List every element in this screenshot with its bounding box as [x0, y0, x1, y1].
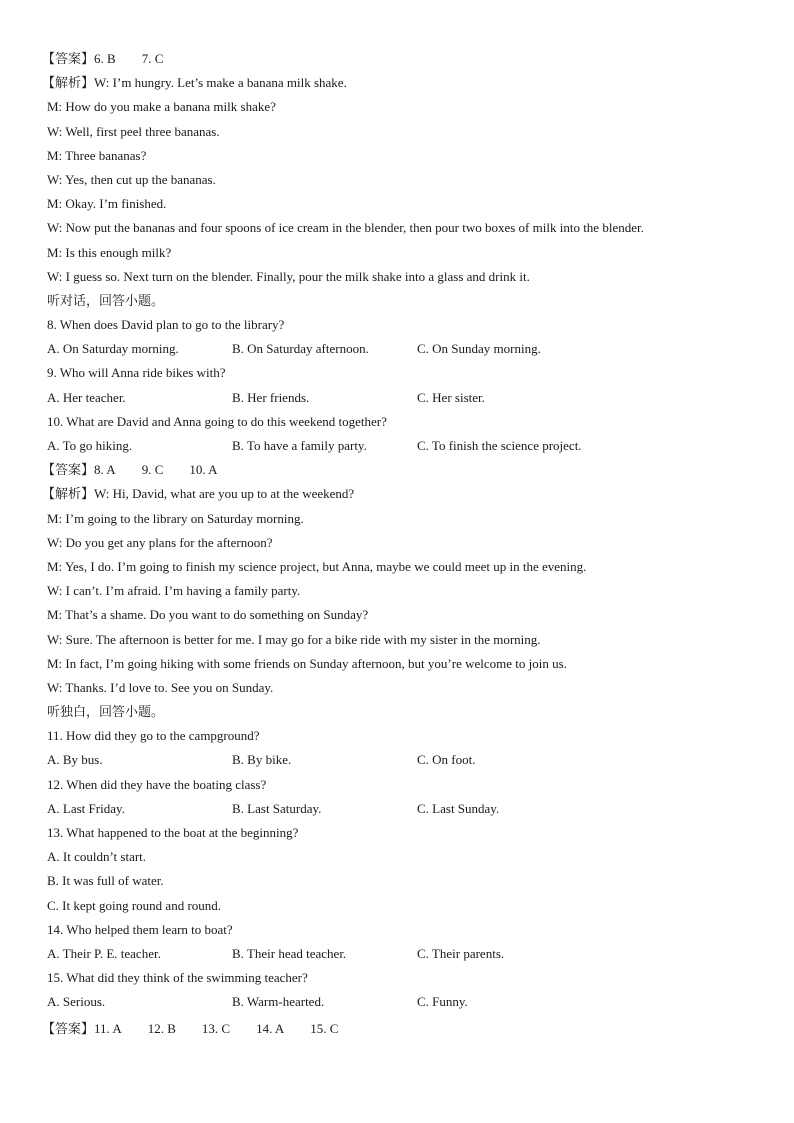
transcript-line: W: Sure. The afternoon is better for me. I may go for a bike ride with my sister in the morning.: [47, 631, 541, 647]
option: C. On foot.: [417, 752, 476, 768]
options-row: [47, 990, 747, 1014]
analysis-tag: 【解析】: [42, 75, 95, 91]
transcript-line: M: Three bananas?: [47, 147, 147, 163]
option: C. To finish the science project.: [417, 438, 582, 453]
option: C. On Sunday morning.: [417, 341, 541, 357]
option: A. Her teacher.: [47, 389, 126, 405]
option: B. To have a family party.: [232, 438, 367, 453]
option: C. Last Sunday.: [417, 800, 500, 816]
option: B. Warm-hearted.: [232, 994, 325, 1010]
answer-item: 7. C: [141, 51, 164, 66]
transcript-line: M: I’m going to the library on Saturday morning.: [47, 510, 304, 526]
question: 9. Who will Anna ride bikes with?: [47, 365, 226, 381]
answer-item: 14. A: [256, 1020, 285, 1036]
option: B. Her friends.: [232, 389, 310, 405]
option: B. By bike.: [232, 752, 292, 768]
analysis-line: [42, 482, 747, 506]
question: 14. Who helped them learn to boat?: [47, 921, 233, 937]
question: 13. What happened to the boat at the beginning?: [47, 825, 299, 840]
section-instruction: 听对话，回答小题。: [47, 292, 165, 308]
question: 15. What did they think of the swimming teacher?: [47, 970, 308, 986]
option: B. On Saturday afternoon.: [232, 341, 369, 357]
transcript-line: W: Hi, David, what are you up to at the weekend?: [94, 486, 355, 502]
transcript-line: W: Yes, then cut up the bananas.: [47, 171, 216, 187]
answer-tag: 【答案】: [42, 51, 95, 66]
transcript-line: W: I guess so. Next turn on the blender. Finally, pour the milk shake into a glass and drink it.: [47, 268, 530, 284]
transcript-line: M: Is this enough milk?: [47, 244, 172, 260]
question: 10. What are David and Anna going to do this weekend together?: [47, 413, 387, 429]
answer-tag: 【答案】: [42, 1020, 95, 1036]
option: A. By bus.: [47, 752, 103, 768]
document-page: [42, 47, 747, 1041]
transcript-line: M: That’s a shame. Do you want to do something on Sunday?: [47, 607, 369, 623]
transcript-line: W: I’m hungry. Let’s make a banana milk shake.: [94, 75, 347, 91]
option: A. To go hiking.: [47, 438, 133, 453]
answer-item: 11. A: [94, 1020, 122, 1036]
transcript-line: M: In fact, I’m going hiking with some friends on Sunday afternoon, but you’re welcome to join us.: [47, 655, 567, 671]
transcript-line: M: Okay. I’m finished.: [47, 196, 167, 212]
answer-line: [42, 1017, 747, 1041]
transcript-line: W: Do you get any plans for the afternoon?: [47, 534, 273, 550]
transcript-line: M: How do you make a banana milk shake?: [47, 99, 276, 115]
option: B. Their head teacher.: [232, 945, 347, 961]
analysis-tag: 【解析】: [42, 486, 95, 502]
question: 12. When did they have the boating class?: [47, 776, 267, 792]
option: B. It was full of water.: [47, 873, 164, 889]
answer-item: 9. C: [141, 462, 164, 478]
option: A. Last Friday.: [47, 800, 125, 816]
option: C. It kept going round and round.: [47, 897, 222, 913]
option: A. Their P. E. teacher.: [47, 945, 161, 961]
option: B. Last Saturday.: [232, 800, 322, 816]
option: C. Funny.: [417, 994, 468, 1010]
answer-item: 8. A: [94, 462, 116, 478]
answer-line: [42, 47, 747, 71]
transcript-line: M: Yes, I do. I’m going to finish my science project, but Anna, maybe we could meet up in the evening.: [47, 558, 587, 574]
options-row: [47, 748, 747, 772]
option: A. It couldn’t start.: [47, 849, 147, 865]
option: C. Her sister.: [417, 389, 485, 405]
answer-item: 13. C: [201, 1020, 231, 1036]
question: 11. How did they go to the campground?: [47, 728, 260, 744]
option: C. Their parents.: [417, 945, 505, 961]
answer-tag: 【答案】: [42, 462, 95, 478]
option: A. Serious.: [47, 994, 106, 1010]
answer-item: 10. A: [189, 462, 218, 478]
transcript-line: W: Now put the bananas and four spoons of ice cream in the blender, then pour two boxes of milk into the blender.: [47, 220, 644, 236]
transcript-line: W: Thanks. I’d love to. See you on Sunday.: [47, 679, 274, 695]
section-instruction: 听独白，回答小题。: [47, 704, 165, 720]
options-row: [47, 386, 747, 410]
options-row: [47, 337, 747, 361]
analysis-line: [42, 71, 747, 95]
transcript-line: W: Well, first peel three bananas.: [47, 123, 220, 139]
options-row: [47, 942, 747, 966]
transcript-line: W: I can’t. I’m afraid. I’m having a family party.: [47, 583, 301, 599]
answer-item: 6. B: [94, 51, 116, 66]
answer-line: [42, 458, 747, 482]
answer-item: 12. B: [147, 1020, 176, 1036]
option: A. On Saturday morning.: [47, 341, 179, 357]
question: 8. When does David plan to go to the library?: [47, 317, 285, 333]
options-row: [47, 797, 747, 821]
answer-item: 15. C: [310, 1020, 339, 1036]
options-row: [47, 434, 747, 458]
